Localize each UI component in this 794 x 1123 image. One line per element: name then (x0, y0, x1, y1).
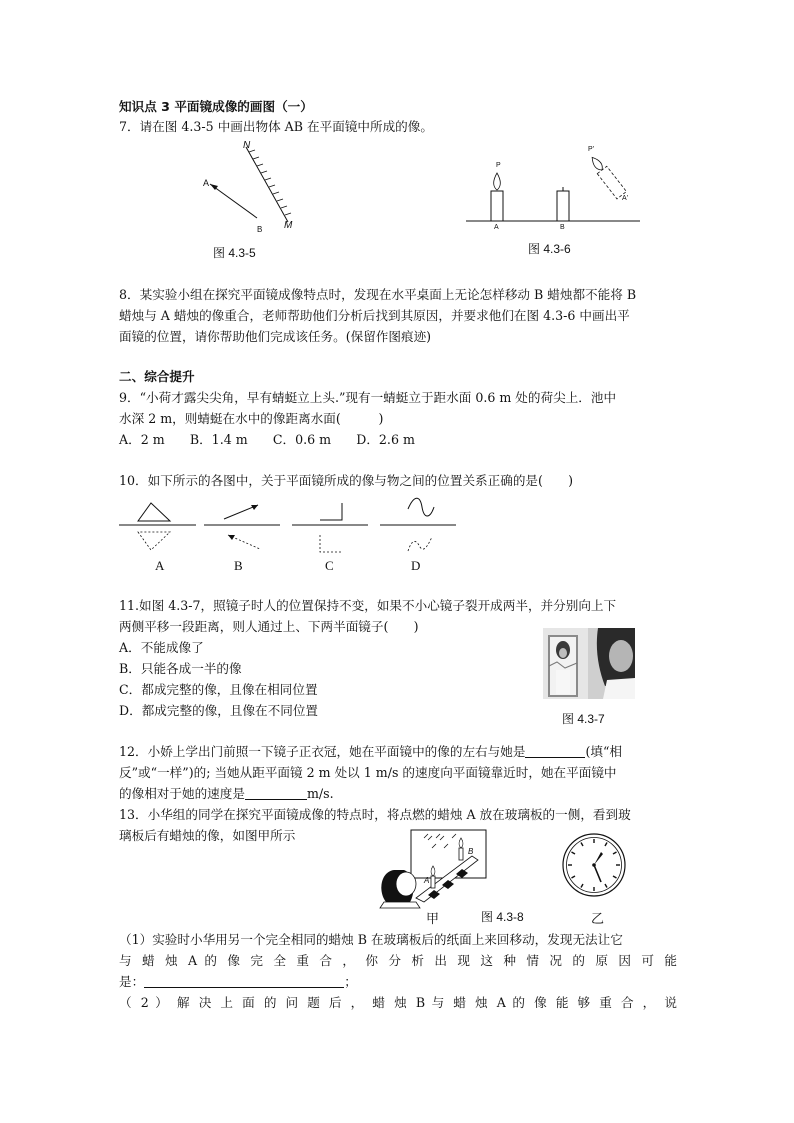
q11-option-c: C．都成完整的像，且像在相同位置 (119, 682, 318, 697)
question-8-line-1: 8．某实验小组在探究平面镜成像特点时，发现在水平桌面上无论怎样移动 B 蜡烛都不能将 B (119, 287, 637, 302)
q10-label-a: A (155, 558, 165, 573)
q12-text-c: 的像相对于她的速度是 (119, 786, 245, 801)
q13-part1-text: 是： (119, 974, 145, 989)
fig436-label-b: B (560, 224, 565, 231)
q11-option-b: B．只能各成一半的像 (119, 661, 242, 676)
q12-text-b: (填“相 (585, 744, 622, 759)
question-12-line-3 (119, 786, 334, 802)
fig435-label-a: A (203, 178, 210, 188)
fig438-label-a: A (424, 876, 430, 885)
question-13-line-2: 璃板后有蜡烛的像，如图甲所示 (119, 828, 296, 843)
question-12-line-1 (119, 744, 622, 760)
question-7: 7．请在图 4.3-5 中画出物体 AB 在平面镜中所成的像。 (119, 119, 433, 134)
fig436-label-a: A (494, 224, 499, 231)
fig435-label-b: B (257, 225, 263, 234)
fig438-label-yi: 乙 (591, 911, 605, 926)
figure-4-3-8-jia (376, 828, 491, 908)
question-12-line-2: 反”或“一样”)的; 当她从距平面镜 2 m 处以 1 m/s 的速度向平面镜靠近时，她在平面镜中 (119, 765, 617, 780)
question-10: 10．如下所示的各图中，关于平面镜所成的像与物之间的位置关系正确的是( ) (119, 473, 574, 488)
question-8-line-2: 蜡烛与 A 蜡烛的像重合，老师帮助他们分析后找到其原因，并要求他们在图 4.3-6 中画出平 (119, 308, 630, 323)
fig438-label-jia: 甲 (426, 911, 440, 926)
fig436-caption: 图 4.3-6 (528, 242, 571, 256)
q11-option-a: A．不能成像了 (119, 640, 204, 655)
q12-blank-2[interactable] (245, 787, 307, 800)
fig435-label-m: M (284, 220, 293, 231)
q12-blank-1[interactable] (525, 745, 585, 758)
figure-4-3-8-yi-clock (561, 832, 627, 898)
question-11-line-2: 两侧平移一段距离，则人通过上、下两半面镜子( ) (119, 619, 419, 634)
fig437-caption: 图 4.3-7 (562, 712, 605, 726)
fig436-label-a-prime: A' (622, 195, 629, 202)
q12-text-d: m/s. (306, 786, 334, 801)
figure-4-3-7-photo (543, 628, 635, 699)
section-title-knowledge-3: 知识点 3 平面镜成像的画图（一） (119, 99, 313, 114)
q10-label-c: C (325, 558, 334, 573)
question-9-line-1: 9．“小荷才露尖尖角，早有蜻蜓立上头.”现有一蜻蜓立于距水面 0.6 m 处的荷尖上．池中 (119, 390, 617, 405)
question-9-options: A．2 m B．1.4 m C．0.6 m D．2.6 m (119, 432, 415, 447)
question-13-line-1: 13．小华组的同学在探究平面镜成像的特点时，将点燃的蜡烛 A 放在玻璃板的一侧，看到玻 (119, 807, 631, 822)
fig435-caption: 图 4.3-5 (213, 246, 256, 260)
q13-part2-line-1: （ 2 ） 解 决 上 面 的 问 题 后 ， 蜡 烛 B 与 蜡 烛 A 的 像 能 够 重 合 ， 说 (119, 995, 677, 1010)
q13-part1-line-1: （1）实验时小华用另一个完全相同的蜡烛 B 在玻璃板后的纸面上来回移动，发现无法让它 (119, 932, 623, 947)
q11-option-d: D．都成完整的像，且像在不同位置 (119, 703, 319, 718)
fig435-label-n: N (243, 140, 251, 151)
figure-question-10 (118, 495, 458, 555)
q13-part1-line-3 (119, 974, 357, 990)
q13-part1-blank[interactable] (144, 975, 344, 988)
fig438-label-b: B (468, 847, 474, 856)
q10-label-b: B (234, 558, 243, 573)
fig436-label-p: P (496, 162, 501, 169)
q10-label-d: D (411, 558, 421, 573)
question-8-line-3: 面镜的位置，请你帮助他们完成该任务。(保留作图痕迹) (119, 329, 432, 344)
question-9-line-2: 水深 2 m，则蜻蜓在水中的像距离水面( ) (119, 411, 384, 426)
fig436-label-p-prime: P' (588, 146, 595, 153)
question-11-line-1: 11.如图 4.3-7，照镜子时人的位置保持不变，如果不小心镜子裂开成两半，并分别向上下 (119, 598, 617, 613)
q13-part1-line-2: 与 蜡 烛 A 的 像 完 全 重 合 ， 你 分 析 出 现 这 种 情 况 的 原 因 可 能 (119, 953, 677, 968)
fig438-caption: 图 4.3-8 (481, 910, 524, 924)
section-title-comprehensive: 二、综合提升 (119, 369, 195, 384)
q12-text-a: 12．小娇上学出门前照一下镜子正衣冠，她在平面镜中的像的左右与她是 (119, 744, 526, 759)
q13-part1-end: ； (344, 974, 357, 989)
figure-4-3-6 (460, 140, 640, 240)
